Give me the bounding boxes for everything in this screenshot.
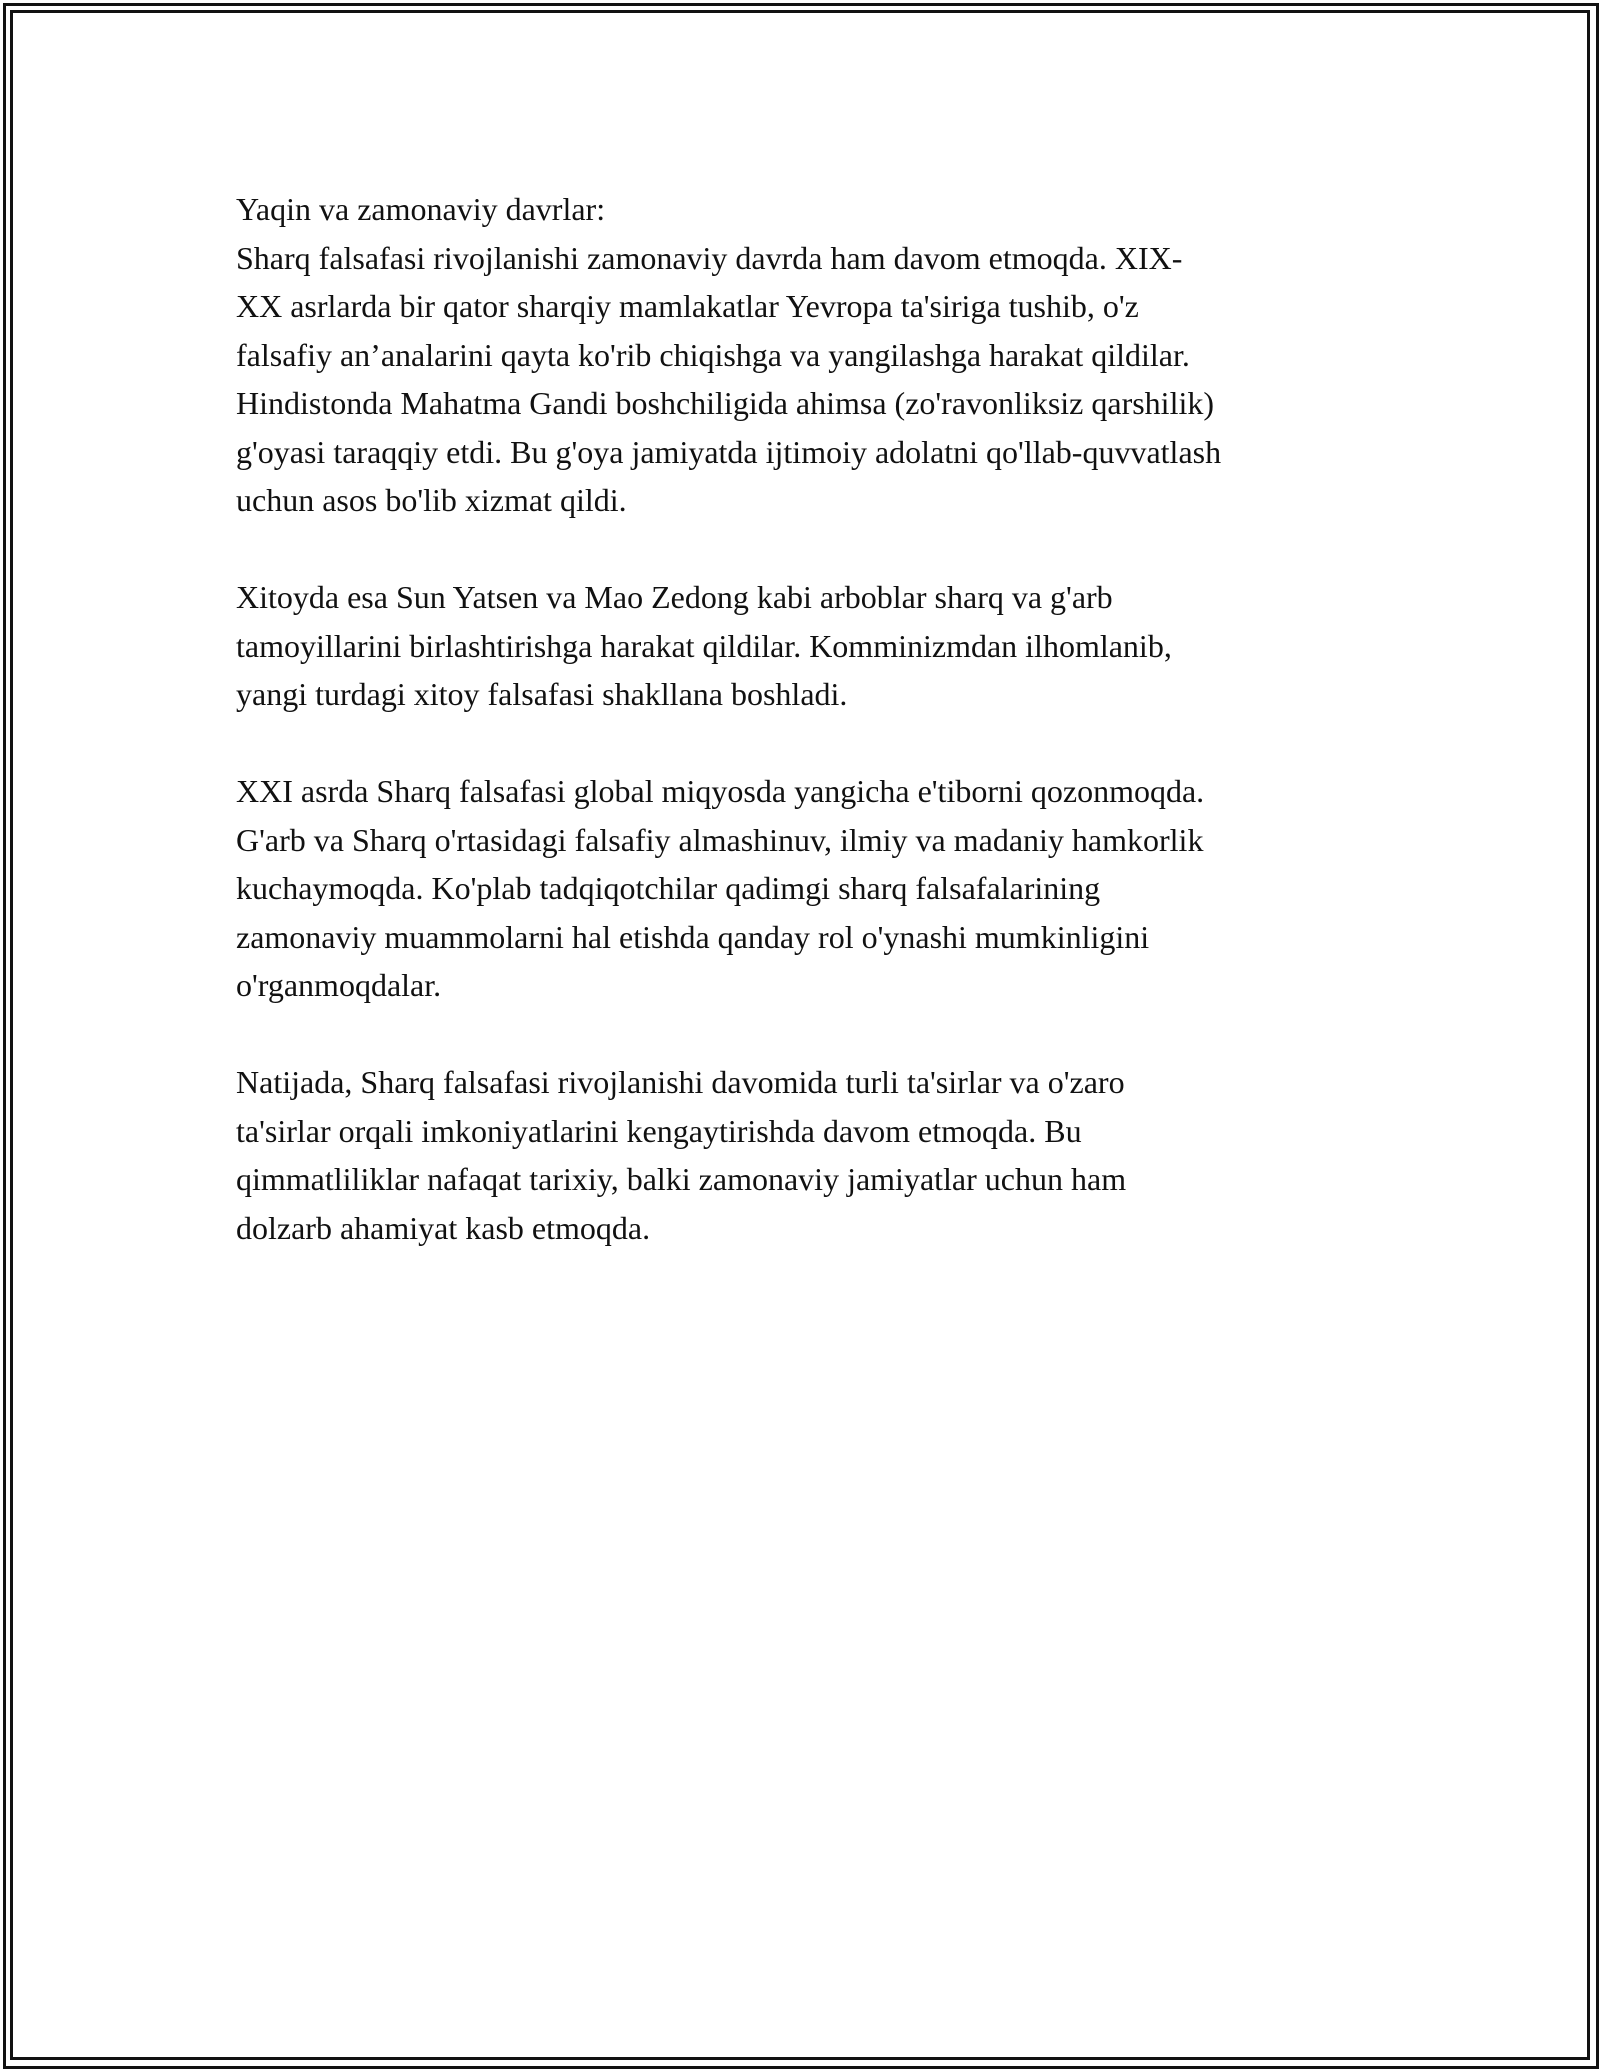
document-body xyxy=(236,185,1376,1301)
paragraph-line: tamoyillarini birlashtirishga harakat qildilar. Komminizmdan ilhomlanib, xyxy=(236,627,1172,664)
paragraph-line: kuchaymoqda. Ko'plab tadqiqotchilar qadimgi sharq falsafalarining xyxy=(236,870,1101,906)
paragraph-line: XXI asrda Sharq falsafasi global miqyosda yangicha e'tiborni qozonmoqda. xyxy=(236,773,1205,809)
paragraph-line: g'oyasi taraqqiy etdi. Bu g'oya jamiyatda ijtimoiy adolatni qo'llab-quvvatlash xyxy=(236,433,1222,470)
paragraph-line: zamonaviy muammolarni hal etishda qanday rol o'ynashi mumkinligini xyxy=(236,918,1150,955)
paragraph-line: o'rganmoqdalar. xyxy=(236,967,442,1003)
paragraph-line: uchun asos bo'lib xizmat qildi. xyxy=(236,482,627,518)
paragraph-line: Hindistonda Mahatma Gandi boshchiligida ahimsa (zo'ravonliksiz qarshilik) xyxy=(236,385,1214,421)
paragraph-3 xyxy=(236,767,1376,1010)
paragraph-4 xyxy=(236,1058,1376,1252)
paragraph-2 xyxy=(236,573,1376,719)
paragraph-1 xyxy=(236,185,1376,525)
paragraph-line: falsafiy an’analarini qayta ko'rib chiqishga va yangilashga harakat qildilar. xyxy=(236,336,1190,373)
paragraph-line: Natijada, Sharq falsafasi rivojlanishi davomida turli ta'sirlar va o'zaro xyxy=(236,1064,1125,1100)
paragraph-line: Sharq falsafasi rivojlanishi zamonaviy davrda ham davom etmoqda. XIX- xyxy=(236,239,1183,276)
paragraph-line: dolzarb ahamiyat kasb etmoqda. xyxy=(236,1209,651,1246)
paragraph-line: XX asrlarda bir qator sharqiy mamlakatlar Yevropa ta'siriga tushib, o'z xyxy=(236,288,1139,324)
paragraph-line: ta'sirlar orqali imkoniyatlarini kengaytirishda davom etmoqda. Bu xyxy=(236,1112,1082,1149)
paragraph-line: G'arb va Sharq o'rtasidagi falsafiy almashinuv, ilmiy va madaniy hamkorlik xyxy=(236,821,1204,858)
paragraph-line: qimmatliliklar nafaqat tarixiy, balki zamonaviy jamiyatlar uchun ham xyxy=(236,1161,1127,1197)
paragraph-line: yangi turdagi xitoy falsafasi shakllana boshladi. xyxy=(236,676,848,712)
paragraph-line: Xitoyda esa Sun Yatsen va Mao Zedong kabi arboblar sharq va g'arb xyxy=(236,579,1113,615)
section-heading: Yaqin va zamonaviy davrlar: xyxy=(236,191,606,227)
